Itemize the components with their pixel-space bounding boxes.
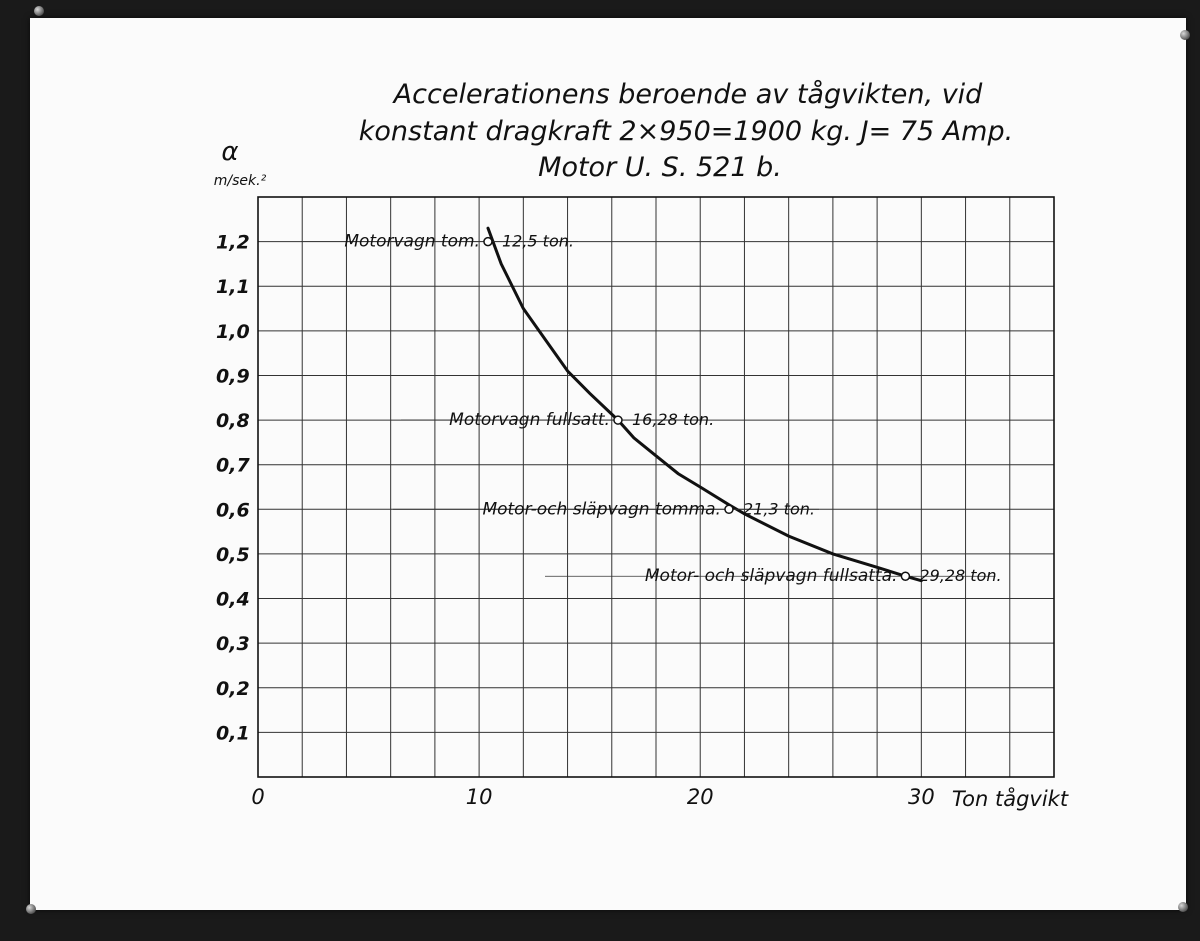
- point-label: Motor-och släpvagn tomma.: [482, 499, 721, 520]
- y-axis-symbol: α: [221, 137, 239, 167]
- y-tick-label: 1,2: [216, 231, 250, 254]
- x-axis-label: Ton tågvikt: [951, 787, 1069, 811]
- title-line-3: Motor U. S. 521 b.: [538, 152, 782, 183]
- y-axis-label: [214, 137, 267, 189]
- y-tick-label: 0,9: [216, 365, 250, 388]
- y-axis-unit: m/sek.²: [213, 173, 267, 189]
- grid: [258, 197, 1054, 777]
- annotated-point: [545, 566, 1002, 586]
- y-tick-label: 0,8: [216, 410, 250, 433]
- point-label: Motorvagn fullsatt.: [449, 410, 610, 431]
- annotated-point: [301, 232, 578, 252]
- series-line: [488, 228, 921, 581]
- y-tick-label: 0,4: [216, 588, 250, 611]
- y-tick-label: 0,5: [216, 543, 250, 566]
- y-tick-labels: [216, 232, 250, 745]
- title-line-2: konstant dragkraft 2×950=1900 kg. J= 75 Amp.: [358, 116, 1014, 147]
- annotated-points: [301, 232, 1002, 587]
- annotated-point: [401, 410, 714, 430]
- y-tick-label: 0,3: [216, 633, 250, 656]
- data-point-marker: [901, 572, 909, 580]
- y-tick-label: 0,6: [216, 499, 250, 522]
- x-tick-label: 0: [251, 785, 265, 809]
- data-point-marker: [725, 505, 733, 513]
- point-value-label: 12,5 ton.: [501, 231, 574, 251]
- y-tick-label: 0,1: [216, 722, 250, 745]
- y-tick-label: 0,7: [216, 454, 250, 477]
- data-point-marker: [614, 416, 622, 424]
- y-tick-label: 0,2: [216, 677, 250, 700]
- point-value-label: 29,28 ton.: [919, 566, 1002, 586]
- point-value-label: 16,28 ton.: [631, 410, 715, 430]
- point-label: Motorvagn tom.: [344, 231, 480, 252]
- data-point-marker: [484, 238, 492, 246]
- y-tick-label: 1,0: [216, 320, 250, 343]
- chart-title: [359, 79, 1013, 183]
- x-tick-labels: [251, 785, 934, 809]
- point-value-label: 21,3 ton.: [742, 499, 815, 519]
- x-tick-label: 30: [907, 785, 935, 809]
- point-label: Motor- och släpvagn fullsatta.: [644, 566, 898, 587]
- annotated-point: [393, 499, 819, 519]
- title-line-1: Accelerationens beroende av tågvikten, vid: [393, 79, 983, 110]
- x-tick-label: 20: [686, 785, 714, 809]
- x-tick-label: 10: [465, 785, 493, 809]
- y-tick-label: 1,1: [216, 276, 250, 299]
